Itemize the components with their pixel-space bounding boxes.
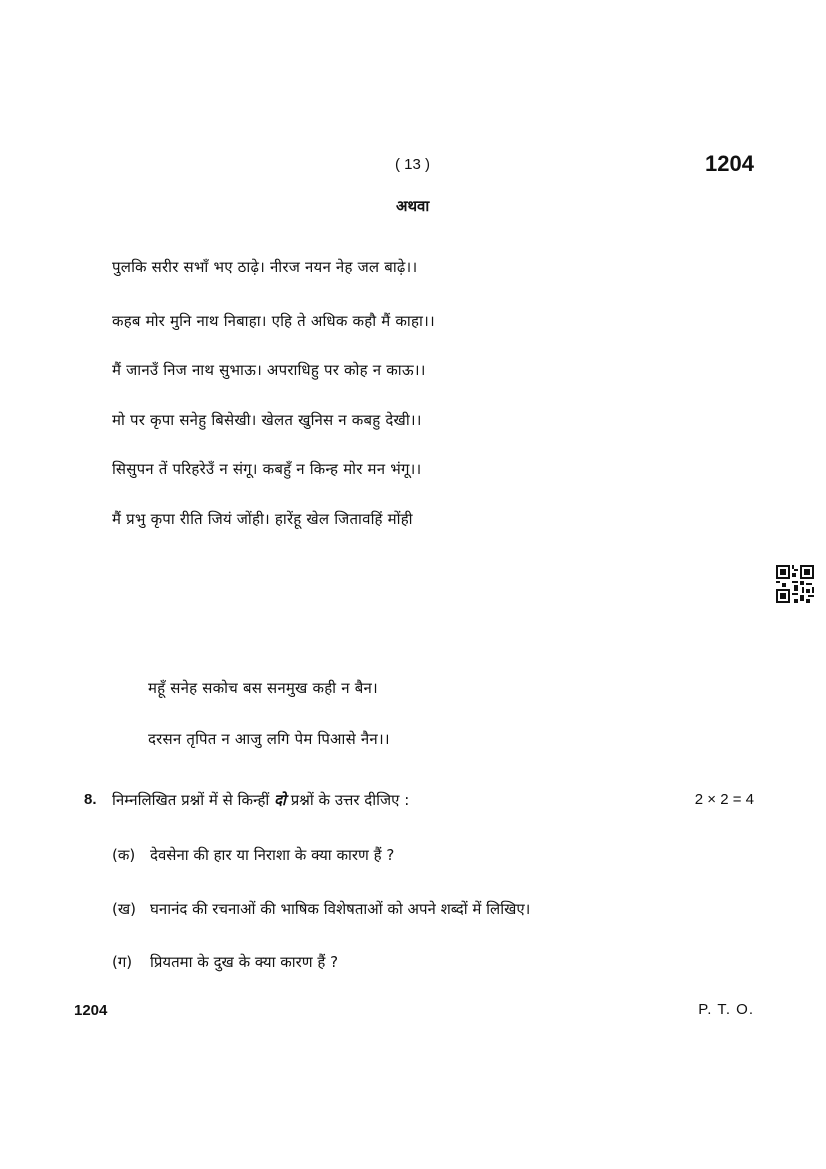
qr-code-icon xyxy=(776,565,814,603)
question-text-after: प्रश्नों के उत्तर दीजिए : xyxy=(290,791,410,809)
sub-question-text: प्रियतमा के दुख के क्या कारण हैं ? xyxy=(150,953,339,971)
sub-question-label: (ख) xyxy=(112,900,136,918)
pto-label: P. T. O. xyxy=(698,1001,754,1018)
paper-code-header: 1204 xyxy=(705,151,754,176)
sub-question-text: घनानंद की रचनाओं की भाषिक विशेषताओं को अपने शब्दों में लिखिए। xyxy=(150,900,531,918)
doha-line: महूँ सनेह सकोच बस सनमुख कही न बैन। xyxy=(148,679,378,697)
doha-line: दरसन तृपित न आजु लगि पेम पिआसे नैन।। xyxy=(148,730,390,748)
sub-question-label: (क) xyxy=(112,846,136,864)
paper-code-footer: 1204 xyxy=(74,1002,108,1019)
verse-line: पुलकि सरीर सभाँ भए ठाढ़े। नीरज नयन नेह जल बाढ़े।। xyxy=(112,258,418,276)
question-text-before: निम्नलिखित प्रश्नों में से किन्हीं xyxy=(112,791,270,809)
question-number: 8. xyxy=(84,791,97,808)
verse-line: कहब मोर मुनि नाथ निबाहा। एहि ते अधिक कहौ मैं काहा।। xyxy=(112,312,435,330)
verse-line: सिसुपन तें परिहरेउँ न संगू। कबहुँ न किन्ह मोर मन भंगू।। xyxy=(112,460,422,478)
verse-line: मैं प्रभु कृपा रीति जियं जोंही। हारेंहू खेल जितावहिं मोंही xyxy=(112,510,413,528)
sub-question-label: (ग) xyxy=(112,953,133,971)
page-number: ( 13 ) xyxy=(395,156,431,173)
question-text xyxy=(112,790,409,810)
question-marks: 2 × 2 = 4 xyxy=(694,791,754,808)
sub-question-text: देवसेना की हार या निराशा के क्या कारण हैं ? xyxy=(150,846,395,864)
section-heading: अथवा xyxy=(396,197,430,215)
verse-line: मो पर कृपा सनेहु बिसेखी। खेलत खुनिस न कबहु देखी।। xyxy=(112,411,422,429)
question-emphasis: दो xyxy=(274,791,286,809)
verse-line: मैं जानउँ निज नाथ सुभाऊ। अपराधिहु पर कोह न काऊ।। xyxy=(112,361,426,379)
